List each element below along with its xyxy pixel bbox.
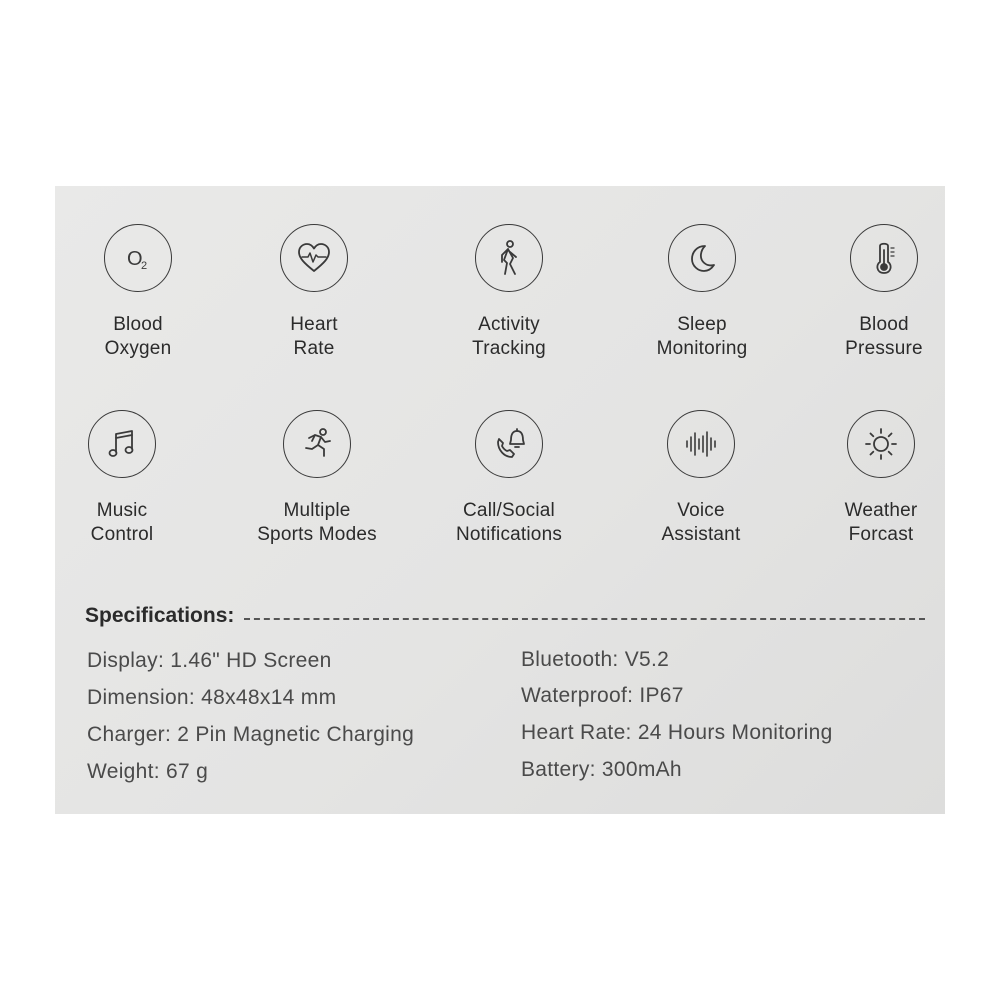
spec-dimension: Dimension: 48x48x14 mm	[87, 686, 337, 709]
thermometer-icon	[850, 224, 918, 292]
feature-activity-tracking	[424, 224, 594, 361]
feature-blood-pressure	[799, 224, 969, 361]
heart-rate-icon	[280, 224, 348, 292]
feature-label: Sleep Monitoring	[656, 314, 748, 359]
sound-wave-icon	[667, 410, 735, 478]
feature-label: Multiple Sports Modes	[257, 500, 377, 545]
spec-weight: Weight: 67 g	[87, 760, 209, 783]
svg-text:2: 2	[141, 260, 148, 272]
running-person-icon	[283, 410, 351, 478]
feature-music-control	[37, 410, 207, 547]
feature-label: Heart Rate	[290, 314, 338, 359]
feature-sports-modes	[232, 410, 402, 547]
feature-label: Blood Oxygen	[104, 314, 172, 359]
phone-bell-icon	[475, 410, 543, 478]
feature-blood-oxygen	[53, 224, 223, 361]
sun-icon	[847, 410, 915, 478]
svg-text:O: O	[127, 248, 143, 270]
spec-bluetooth: Bluetooth: V5.2	[521, 648, 670, 671]
walking-person-icon	[475, 224, 543, 292]
feature-label: Weather Forcast	[844, 500, 918, 545]
o2-icon	[104, 224, 172, 292]
dashed-divider	[244, 618, 925, 620]
spec-heart-rate: Heart Rate: 24 Hours Monitoring	[521, 721, 833, 744]
feature-label: Music Control	[90, 500, 154, 545]
feature-notifications	[424, 410, 594, 547]
spec-card	[55, 186, 945, 814]
spec-battery: Battery: 300mAh	[521, 758, 682, 781]
specifications-heading: Specifications:	[85, 604, 925, 628]
feature-label: Voice Assistant	[661, 500, 741, 545]
spec-waterproof: Waterproof: IP67	[521, 684, 684, 707]
feature-label: Call/Social Notifications	[455, 500, 563, 545]
spec-charger: Charger: 2 Pin Magnetic Charging	[87, 723, 415, 746]
feature-weather-forecast	[796, 410, 966, 547]
feature-label: Blood Pressure	[845, 314, 923, 359]
music-note-icon	[88, 410, 156, 478]
feature-voice-assistant	[616, 410, 786, 547]
moon-icon	[668, 224, 736, 292]
feature-label: Activity Tracking	[472, 314, 546, 359]
feature-heart-rate	[229, 224, 399, 361]
feature-sleep-monitoring	[617, 224, 787, 361]
spec-display: Display: 1.46" HD Screen	[87, 649, 332, 672]
